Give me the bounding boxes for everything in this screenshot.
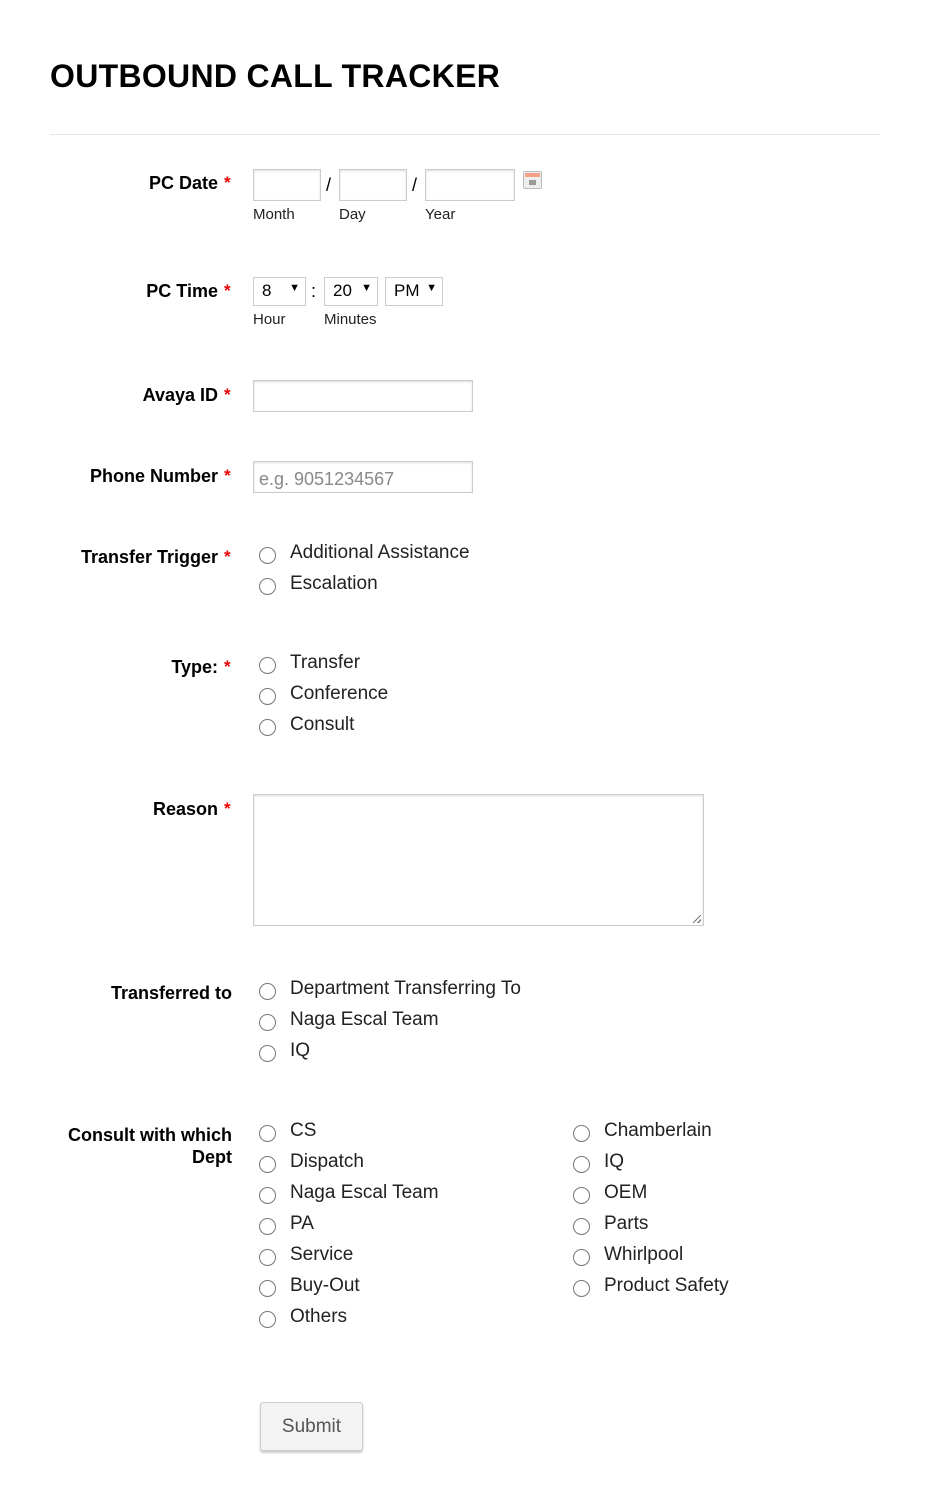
chevron-down-icon: ▼ bbox=[289, 282, 300, 294]
consult-label-line1: Consult with which bbox=[68, 1125, 232, 1145]
submit-button[interactable]: Submit bbox=[260, 1402, 363, 1451]
transfer-trigger-label: Transfer Trigger bbox=[80, 547, 218, 567]
radio-option[interactable] bbox=[267, 977, 521, 1001]
radio-circle-icon[interactable] bbox=[259, 657, 276, 674]
radio-option[interactable] bbox=[581, 1274, 729, 1298]
avaya-id-label: Avaya ID bbox=[142, 385, 218, 405]
radio-circle-icon[interactable] bbox=[259, 719, 276, 736]
radio-option[interactable] bbox=[267, 682, 388, 706]
radio-option[interactable] bbox=[581, 1243, 683, 1267]
required-mark: * bbox=[224, 173, 231, 192]
pc-time-label: PC Time bbox=[146, 281, 218, 301]
minutes-sublabel: Minutes bbox=[324, 311, 377, 328]
transferred-to-label: Transferred to bbox=[110, 983, 232, 1003]
radio-label: OEM bbox=[604, 1182, 648, 1203]
radio-circle-icon[interactable] bbox=[573, 1156, 590, 1173]
radio-circle-icon[interactable] bbox=[573, 1249, 590, 1266]
radio-option[interactable] bbox=[581, 1212, 648, 1236]
hour-sublabel: Hour bbox=[253, 311, 286, 328]
radio-label: Escalation bbox=[290, 573, 378, 594]
radio-circle-icon[interactable] bbox=[259, 1014, 276, 1031]
type-label: Type: bbox=[171, 657, 218, 677]
radio-option[interactable] bbox=[267, 651, 360, 675]
required-mark: * bbox=[224, 385, 231, 404]
radio-circle-icon[interactable] bbox=[259, 1125, 276, 1142]
consult-dept-label bbox=[68, 1124, 232, 1168]
radio-circle-icon[interactable] bbox=[259, 1218, 276, 1235]
radio-circle-icon[interactable] bbox=[259, 547, 276, 564]
phone-number-input[interactable] bbox=[253, 461, 473, 493]
radio-label: Whirlpool bbox=[604, 1244, 684, 1265]
radio-circle-icon[interactable] bbox=[573, 1280, 590, 1297]
radio-label: Dispatch bbox=[290, 1151, 364, 1172]
radio-label: Department Transferring To bbox=[290, 978, 521, 999]
radio-option[interactable] bbox=[267, 541, 470, 565]
radio-circle-icon[interactable] bbox=[259, 1249, 276, 1266]
radio-label: CS bbox=[290, 1120, 317, 1141]
radio-label: Chamberlain bbox=[604, 1120, 712, 1141]
radio-circle-icon[interactable] bbox=[573, 1187, 590, 1204]
radio-circle-icon[interactable] bbox=[259, 1045, 276, 1062]
radio-circle-icon[interactable] bbox=[259, 578, 276, 595]
radio-label: IQ bbox=[604, 1151, 625, 1172]
radio-circle-icon[interactable] bbox=[259, 1280, 276, 1297]
time-separator: : bbox=[311, 281, 317, 301]
radio-label: Additional Assistance bbox=[290, 542, 470, 563]
phone-number-label: Phone Number bbox=[89, 466, 218, 486]
minutes-select[interactable] bbox=[324, 277, 378, 306]
required-mark: * bbox=[224, 657, 231, 676]
radio-circle-icon[interactable] bbox=[573, 1125, 590, 1142]
reason-label: Reason bbox=[152, 799, 218, 819]
radio-option[interactable] bbox=[267, 1008, 439, 1032]
date-separator: / bbox=[326, 175, 332, 195]
radio-label: Conference bbox=[290, 683, 389, 704]
radio-option[interactable] bbox=[267, 572, 378, 596]
radio-label: Naga Escal Team bbox=[290, 1009, 439, 1030]
radio-option[interactable] bbox=[267, 1150, 364, 1174]
radio-option[interactable] bbox=[267, 1274, 360, 1298]
radio-option[interactable] bbox=[581, 1150, 624, 1174]
required-mark: * bbox=[224, 799, 231, 818]
radio-option[interactable] bbox=[267, 1212, 314, 1236]
radio-option[interactable] bbox=[267, 1305, 347, 1329]
hour-value: 8 bbox=[262, 281, 272, 300]
radio-label: Others bbox=[290, 1306, 348, 1327]
ampm-value: PM bbox=[394, 281, 420, 300]
resize-grip-icon[interactable] bbox=[693, 915, 701, 923]
month-sublabel: Month bbox=[253, 206, 295, 223]
radio-label: PA bbox=[290, 1213, 314, 1234]
radio-option[interactable] bbox=[581, 1181, 647, 1205]
radio-circle-icon[interactable] bbox=[259, 688, 276, 705]
radio-circle-icon[interactable] bbox=[573, 1218, 590, 1235]
radio-option[interactable] bbox=[267, 1243, 353, 1267]
radio-label: Service bbox=[290, 1244, 354, 1265]
year-input[interactable] bbox=[425, 169, 515, 201]
reason-textarea[interactable] bbox=[253, 794, 704, 926]
radio-circle-icon[interactable] bbox=[259, 1156, 276, 1173]
chevron-down-icon: ▼ bbox=[361, 282, 372, 294]
page-title: OUTBOUND CALL TRACKER bbox=[50, 58, 501, 94]
year-sublabel: Year bbox=[425, 206, 456, 223]
radio-option[interactable] bbox=[267, 1181, 439, 1205]
radio-label: Parts bbox=[604, 1213, 649, 1234]
date-separator: / bbox=[412, 175, 418, 195]
calendar-icon[interactable] bbox=[523, 171, 542, 189]
pc-date-label: PC Date bbox=[148, 173, 218, 193]
radio-circle-icon[interactable] bbox=[259, 1187, 276, 1204]
radio-label: Transfer bbox=[290, 652, 361, 673]
radio-label: Buy-Out bbox=[290, 1275, 360, 1296]
month-input[interactable] bbox=[253, 169, 321, 201]
ampm-select[interactable] bbox=[385, 277, 443, 306]
divider bbox=[50, 134, 880, 135]
required-mark: * bbox=[224, 281, 231, 300]
radio-label: IQ bbox=[290, 1040, 311, 1061]
radio-option[interactable] bbox=[581, 1119, 712, 1143]
day-sublabel: Day bbox=[339, 206, 366, 223]
radio-label: Naga Escal Team bbox=[290, 1182, 439, 1203]
required-mark: * bbox=[224, 547, 231, 566]
chevron-down-icon: ▼ bbox=[426, 282, 437, 294]
avaya-id-input[interactable] bbox=[253, 380, 473, 412]
minutes-value: 20 bbox=[333, 281, 352, 300]
required-mark: * bbox=[224, 466, 231, 485]
radio-option[interactable] bbox=[267, 713, 354, 737]
day-input[interactable] bbox=[339, 169, 407, 201]
radio-circle-icon[interactable] bbox=[259, 983, 276, 1000]
radio-label: Product Safety bbox=[604, 1275, 729, 1296]
phone-placeholder: e.g. 9051234567 bbox=[259, 469, 395, 489]
radio-option[interactable] bbox=[267, 1119, 316, 1143]
radio-label: Consult bbox=[290, 714, 355, 735]
radio-option[interactable] bbox=[267, 1039, 310, 1063]
radio-circle-icon[interactable] bbox=[259, 1311, 276, 1328]
consult-label-line2: Dept bbox=[192, 1147, 232, 1167]
hour-select[interactable] bbox=[253, 277, 306, 306]
